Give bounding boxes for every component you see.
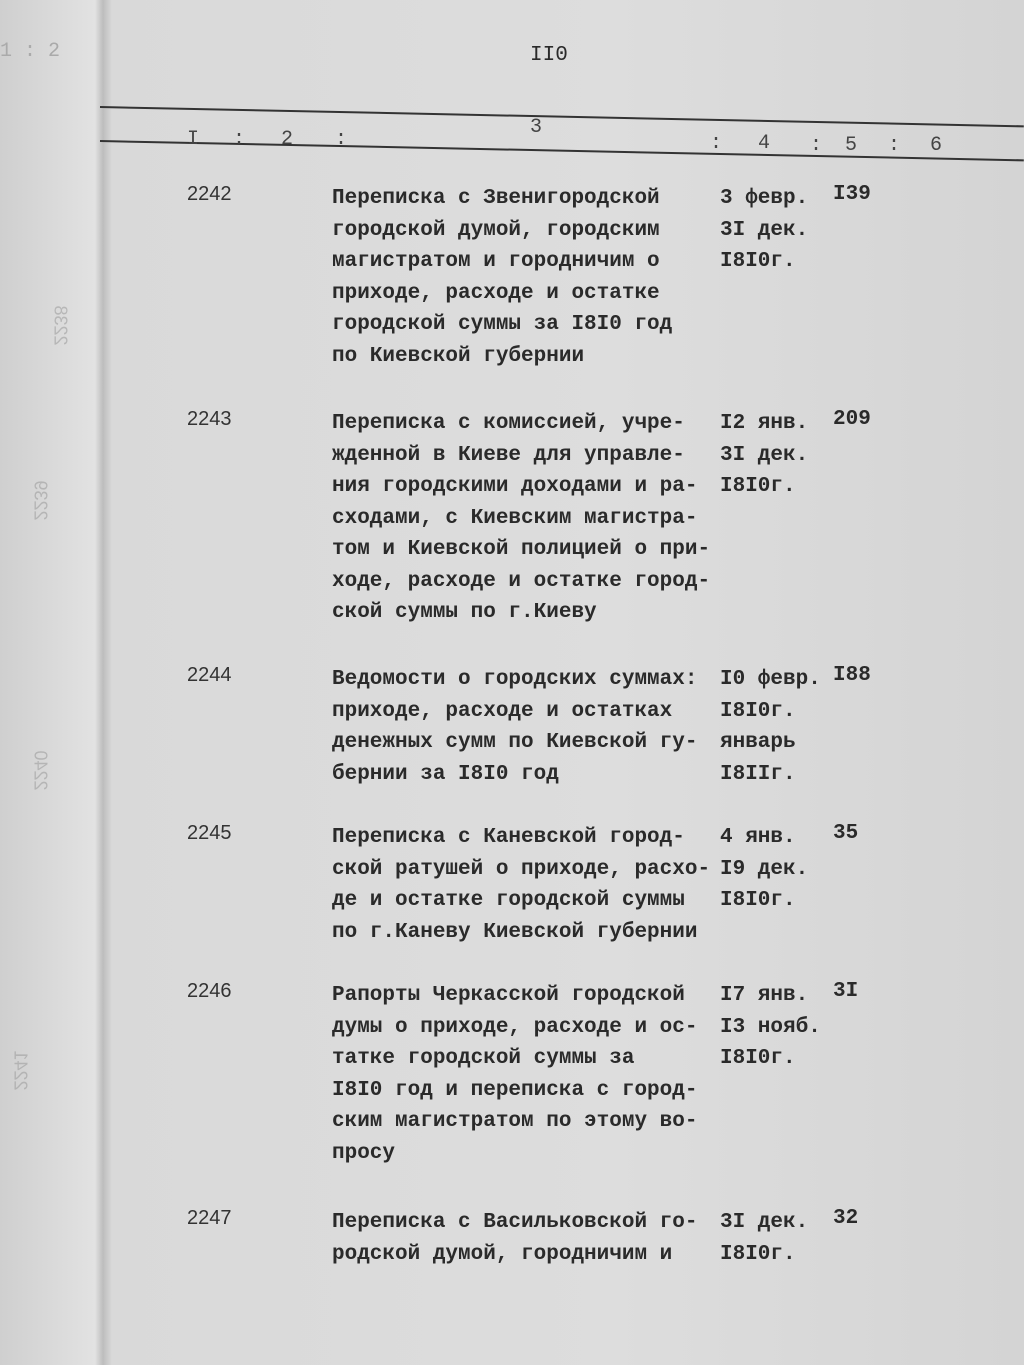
entry-sheet-count: 209: [833, 408, 871, 431]
column-header-4: 4: [758, 132, 771, 155]
date-line: 3I дек.: [720, 1211, 809, 1234]
description-line: де и остатке городской суммы: [332, 889, 685, 912]
description-line: Переписка с Звенигородской: [332, 187, 660, 210]
date-line: I8I0г.: [720, 699, 796, 723]
entry-number: 2243: [187, 408, 232, 430]
bleed-number: 2238: [50, 305, 71, 346]
description-line: денежных сумм по Киевской гу-: [332, 731, 698, 754]
bleed-number: 2240: [30, 750, 51, 791]
entry-description: [332, 183, 672, 372]
description-line: по Киевской губернии: [332, 344, 585, 368]
description-line: Рапорты Черкасской городской: [332, 984, 685, 1007]
description-line: думы о приходе, расходе и ос-: [332, 1015, 698, 1039]
entry-dates: [720, 822, 808, 917]
entry-dates: [720, 664, 821, 790]
date-line: I8IIг.: [720, 762, 796, 786]
entry-sheet-count: 32: [833, 1207, 859, 1230]
description-line: приходе, расходе и остатке: [332, 281, 660, 305]
column-header-6: 6: [930, 134, 943, 157]
date-line: I8I0г.: [720, 250, 796, 273]
entry-number: 2246: [187, 980, 232, 1002]
date-line: 3I дек.: [720, 218, 809, 242]
description-line: городской суммы за I8I0 год: [332, 313, 673, 336]
description-line: жденной в Киеве для управле-: [332, 443, 685, 467]
bleed-number: 2241: [10, 1050, 31, 1091]
description-line: ходе, расходе и остатке город-: [332, 569, 711, 593]
entry-number: 2245: [187, 822, 232, 844]
entry-description: [332, 664, 697, 790]
entry-dates: [720, 183, 808, 278]
description-line: сходами, с Киевским магистра-: [332, 506, 698, 530]
left-page-header-fragment: 1 : 2: [0, 40, 61, 63]
column-separator: :: [335, 128, 348, 151]
entry-sheet-count: 3I: [833, 980, 859, 1003]
entry-dates: [720, 408, 808, 503]
description-line: ской ратушей о приходе, расхо-: [332, 857, 711, 881]
entry-dates: [720, 1207, 808, 1270]
date-line: 3 февр.: [720, 187, 809, 210]
date-line: I8I0г.: [720, 889, 796, 912]
description-line: том и Киевской полицией о при-: [332, 538, 711, 561]
description-line: I8I0 год и переписка с город-: [332, 1078, 698, 1102]
header-top-rule: [100, 106, 1024, 127]
description-line: Переписка с Каневской город-: [332, 826, 685, 849]
description-line: городской думой, городским: [332, 218, 660, 242]
date-line: I3 нояб.: [720, 1015, 821, 1039]
description-line: бернии за I8I0 год: [332, 762, 559, 786]
description-line: ским магистратом по этому во-: [332, 1110, 698, 1133]
entry-description: [332, 408, 710, 629]
entry-sheet-count: I88: [833, 664, 871, 687]
description-line: магистратом и городничим о: [332, 250, 660, 273]
description-line: приходе, расходе и остатках: [332, 699, 673, 723]
column-header-3: 3: [530, 116, 543, 139]
column-separator: :: [710, 132, 723, 155]
description-line: ния городскими доходами и ра-: [332, 475, 698, 498]
entry-sheet-count: 35: [833, 822, 859, 845]
column-header-2: 2: [281, 128, 294, 151]
description-line: Переписка с комиссией, учре-: [332, 412, 685, 435]
date-line: I7 янв.: [720, 984, 809, 1007]
date-line: I8I0г.: [720, 475, 796, 498]
date-line: I8I0г.: [720, 1047, 796, 1070]
entry-description: [332, 822, 710, 948]
column-separator: :: [810, 134, 823, 157]
date-line: январь: [720, 731, 796, 754]
entry-dates: [720, 980, 821, 1075]
description-line: Ведомости о городских суммах:: [332, 668, 698, 691]
date-line: I2 янв.: [720, 412, 809, 435]
description-line: по г.Каневу Киевской губернии: [332, 920, 698, 944]
description-line: ской суммы по г.Киеву: [332, 601, 597, 624]
column-separator: :: [233, 128, 246, 151]
description-line: татке городской суммы за: [332, 1047, 635, 1070]
date-line: 4 янв.: [720, 826, 796, 849]
date-line: I8I0г.: [720, 1242, 796, 1266]
description-line: родской думой, городничим и: [332, 1242, 673, 1266]
date-line: 3I дек.: [720, 443, 809, 467]
entry-description: [332, 980, 697, 1169]
entry-description: [332, 1207, 697, 1270]
column-separator: :: [888, 134, 901, 157]
page-number: II0: [530, 44, 568, 67]
column-header-5: 5: [845, 134, 858, 157]
bleed-number: 2239: [30, 480, 51, 521]
column-header-1: I: [187, 128, 200, 151]
entry-number: 2247: [187, 1207, 232, 1229]
date-line: I0 февр.: [720, 668, 821, 691]
entry-number: 2242: [187, 183, 232, 205]
entry-number: 2244: [187, 664, 232, 686]
date-line: I9 дек.: [720, 857, 809, 881]
description-line: Переписка с Васильковской го-: [332, 1211, 698, 1234]
entry-sheet-count: I39: [833, 183, 871, 206]
description-line: просу: [332, 1141, 396, 1165]
